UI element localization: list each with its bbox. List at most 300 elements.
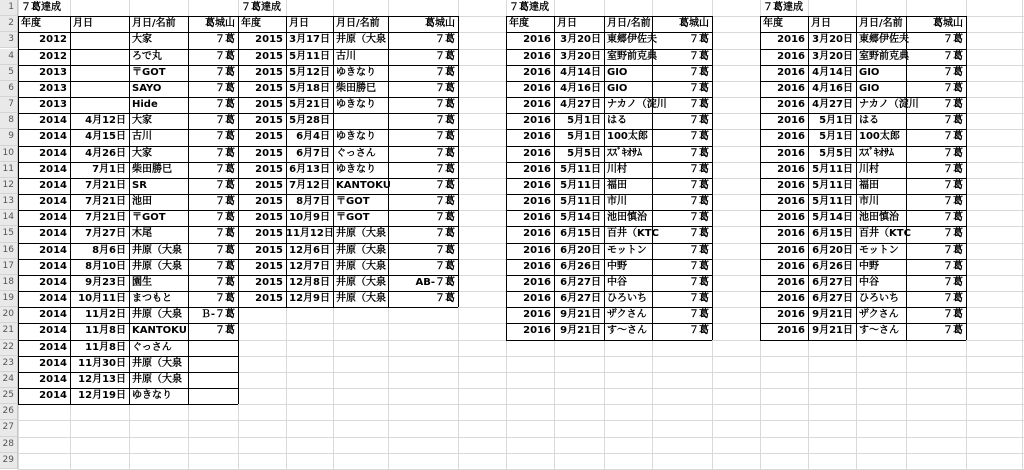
year-cell[interactable]: 2014 xyxy=(39,163,67,175)
year-cell[interactable]: 2014 xyxy=(39,115,67,127)
year-cell[interactable]: 2016 xyxy=(523,293,551,305)
date-cell[interactable]: 7月27日 xyxy=(85,228,126,240)
year-cell[interactable]: 2016 xyxy=(777,50,805,62)
result-cell[interactable]: ７葛 xyxy=(435,228,455,240)
result-cell[interactable]: ７葛 xyxy=(943,163,963,175)
column-header[interactable]: 月日 xyxy=(289,18,309,30)
row-header[interactable]: 29 xyxy=(0,453,18,469)
result-cell[interactable]: ７葛 xyxy=(943,325,963,337)
result-cell[interactable]: ７葛 xyxy=(435,131,455,143)
result-cell[interactable]: ７葛 xyxy=(689,309,709,321)
result-cell[interactable]: ７葛 xyxy=(215,163,235,175)
date-cell[interactable]: 12月9日 xyxy=(289,293,330,305)
row-header[interactable]: 13 xyxy=(0,194,18,210)
column-header[interactable]: 月日/名前 xyxy=(859,18,903,30)
year-cell[interactable]: 2016 xyxy=(777,276,805,288)
year-cell[interactable]: 2016 xyxy=(523,276,551,288)
result-cell[interactable]: ７葛 xyxy=(215,115,235,127)
date-cell[interactable]: 4月16日 xyxy=(560,82,601,94)
name-cell[interactable]: はる xyxy=(607,115,627,127)
date-cell[interactable]: 12月7日 xyxy=(289,260,330,272)
result-cell[interactable]: ７葛 xyxy=(943,228,963,240)
name-cell[interactable]: 川村 xyxy=(859,163,879,175)
year-cell[interactable]: 2015 xyxy=(255,293,283,305)
result-cell[interactable]: AB-７葛 xyxy=(415,276,455,288)
date-cell[interactable]: 12月13日 xyxy=(78,373,126,385)
name-cell[interactable]: す～さん xyxy=(859,325,899,337)
result-cell[interactable]: ７葛 xyxy=(943,34,963,46)
date-cell[interactable]: 12月8日 xyxy=(289,276,330,288)
date-cell[interactable] xyxy=(70,97,129,113)
result-cell[interactable]: ７葛 xyxy=(215,66,235,78)
name-cell[interactable]: Hide xyxy=(132,99,158,111)
block-title[interactable]: ７葛達成 xyxy=(509,2,549,13)
result-cell[interactable]: ７葛 xyxy=(689,260,709,272)
result-cell[interactable]: ７葛 xyxy=(943,99,963,111)
row-header[interactable]: 19 xyxy=(0,291,18,307)
date-cell[interactable]: 6月13日 xyxy=(289,163,330,175)
year-cell[interactable]: 2015 xyxy=(255,115,283,127)
date-cell[interactable]: 5月28日 xyxy=(289,115,330,127)
year-cell[interactable]: 2016 xyxy=(523,179,551,191)
name-cell[interactable]: 園生 xyxy=(132,276,152,288)
date-cell[interactable]: 6月27日 xyxy=(812,276,853,288)
year-cell[interactable]: 2015 xyxy=(255,196,283,208)
result-cell[interactable]: ７葛 xyxy=(435,244,455,256)
result-cell[interactable]: ７葛 xyxy=(215,293,235,305)
name-cell[interactable]: ゆきなり xyxy=(336,66,376,78)
date-cell[interactable]: 9月21日 xyxy=(560,309,601,321)
date-cell[interactable]: 5月5日 xyxy=(567,147,601,159)
result-cell[interactable]: ７葛 xyxy=(215,212,235,224)
result-cell[interactable]: ７葛 xyxy=(435,212,455,224)
year-cell[interactable]: 2016 xyxy=(777,179,805,191)
result-cell[interactable]: ７葛 xyxy=(689,66,709,78)
result-cell[interactable]: ７葛 xyxy=(435,196,455,208)
name-cell[interactable]: 井原（大泉 xyxy=(336,228,386,240)
date-cell[interactable] xyxy=(70,32,129,48)
year-cell[interactable]: 2016 xyxy=(523,163,551,175)
name-cell[interactable]: 柴田勝巳 xyxy=(132,163,172,175)
year-cell[interactable]: 2014 xyxy=(39,131,67,143)
result-cell[interactable]: ７葛 xyxy=(943,212,963,224)
result-cell[interactable]: ７葛 xyxy=(943,276,963,288)
result-cell[interactable]: ７葛 xyxy=(689,131,709,143)
year-cell[interactable]: 2014 xyxy=(39,276,67,288)
row-header[interactable]: 9 xyxy=(0,129,18,145)
block-title[interactable]: ７葛達成 xyxy=(763,2,803,13)
result-cell[interactable]: ７葛 xyxy=(943,244,963,256)
column-header[interactable]: 月日/名前 xyxy=(607,18,651,30)
name-cell[interactable]: 福田 xyxy=(859,179,879,191)
year-cell[interactable]: 2016 xyxy=(523,228,551,240)
result-cell[interactable]: ７葛 xyxy=(943,82,963,94)
result-cell[interactable]: ７葛 xyxy=(689,212,709,224)
name-cell[interactable]: GIO xyxy=(859,82,880,94)
result-cell[interactable]: ７葛 xyxy=(689,115,709,127)
row-header[interactable]: 11 xyxy=(0,162,18,178)
result-cell[interactable]: ７葛 xyxy=(435,82,455,94)
date-cell[interactable]: 9月23日 xyxy=(85,276,126,288)
column-header[interactable]: 月日 xyxy=(557,18,577,30)
name-cell[interactable] xyxy=(333,113,388,129)
date-cell[interactable]: 4月12日 xyxy=(85,115,126,127)
year-cell[interactable]: 2016 xyxy=(523,99,551,111)
year-cell[interactable]: 2016 xyxy=(777,325,805,337)
result-cell[interactable]: ７葛 xyxy=(435,147,455,159)
result-cell[interactable]: ７葛 xyxy=(689,99,709,111)
name-cell[interactable]: 100太郎 xyxy=(607,131,648,143)
name-cell[interactable]: まつもと xyxy=(132,293,172,305)
row-header[interactable]: 22 xyxy=(0,340,18,356)
year-cell[interactable]: 2015 xyxy=(255,34,283,46)
name-cell[interactable]: 東郷伊佐夫 xyxy=(859,34,909,46)
date-cell[interactable]: 6月27日 xyxy=(560,276,601,288)
date-cell[interactable]: 4月14日 xyxy=(812,66,853,78)
date-cell[interactable]: 5月5日 xyxy=(819,147,853,159)
row-header[interactable]: 10 xyxy=(0,146,18,162)
column-header[interactable]: 月日 xyxy=(73,18,93,30)
name-cell[interactable]: 古川 xyxy=(336,50,356,62)
date-cell[interactable]: 6月27日 xyxy=(560,293,601,305)
date-cell[interactable]: 5月11日 xyxy=(560,196,601,208)
row-header[interactable]: 4 xyxy=(0,49,18,65)
result-cell[interactable]: ７葛 xyxy=(689,34,709,46)
block-title[interactable]: ７葛達成 xyxy=(241,2,281,13)
result-cell[interactable]: ７葛 xyxy=(215,147,235,159)
date-cell[interactable]: 5月11日 xyxy=(812,163,853,175)
result-cell[interactable]: ７葛 xyxy=(689,163,709,175)
result-cell[interactable]: ７葛 xyxy=(943,66,963,78)
name-cell[interactable]: KANTOKU xyxy=(336,179,391,191)
year-cell[interactable]: 2016 xyxy=(523,309,551,321)
result-cell[interactable]: ７葛 xyxy=(689,179,709,191)
year-cell[interactable]: 2014 xyxy=(39,147,67,159)
name-cell[interactable]: 井原（大泉 xyxy=(132,357,182,369)
name-cell[interactable]: 〒GOT xyxy=(132,66,166,78)
year-cell[interactable]: 2014 xyxy=(39,260,67,272)
year-cell[interactable]: 2016 xyxy=(523,244,551,256)
column-header[interactable]: 葛城山 xyxy=(205,18,235,30)
year-cell[interactable]: 2015 xyxy=(255,276,283,288)
name-cell[interactable]: 百井（KTC xyxy=(859,228,911,240)
year-cell[interactable]: 2014 xyxy=(39,373,67,385)
year-cell[interactable]: 2016 xyxy=(777,293,805,305)
column-header[interactable]: 年度 xyxy=(21,18,41,30)
result-cell[interactable]: ７葛 xyxy=(689,293,709,305)
year-cell[interactable]: 2016 xyxy=(777,260,805,272)
date-cell[interactable]: 5月1日 xyxy=(567,131,601,143)
name-cell[interactable]: GIO xyxy=(859,66,880,78)
year-cell[interactable]: 2016 xyxy=(777,228,805,240)
name-cell[interactable]: ゆきなり xyxy=(336,99,376,111)
result-cell[interactable]: ７葛 xyxy=(689,196,709,208)
column-header[interactable]: 葛城山 xyxy=(425,18,455,30)
date-cell[interactable]: 11月2日 xyxy=(85,309,126,321)
result-cell[interactable] xyxy=(188,388,238,404)
year-cell[interactable]: 2015 xyxy=(255,244,283,256)
result-cell[interactable]: ７葛 xyxy=(689,147,709,159)
date-cell[interactable]: 5月11日 xyxy=(560,163,601,175)
date-cell[interactable]: 6月27日 xyxy=(812,293,853,305)
year-cell[interactable]: 2016 xyxy=(523,196,551,208)
result-cell[interactable]: ７葛 xyxy=(435,293,455,305)
name-cell[interactable]: 市川 xyxy=(607,196,627,208)
name-cell[interactable]: ザクさん xyxy=(607,309,647,321)
result-cell[interactable]: ７葛 xyxy=(215,276,235,288)
result-cell[interactable]: ７葛 xyxy=(435,99,455,111)
year-cell[interactable]: 2014 xyxy=(39,357,67,369)
row-header[interactable]: 26 xyxy=(0,404,18,420)
name-cell[interactable]: 井原（大泉 xyxy=(132,244,182,256)
row-header[interactable]: 27 xyxy=(0,420,18,436)
result-cell[interactable]: ７葛 xyxy=(435,66,455,78)
name-cell[interactable]: 100太郎 xyxy=(859,131,900,143)
column-header[interactable]: 葛城山 xyxy=(933,18,963,30)
date-cell[interactable]: 6月20日 xyxy=(812,244,853,256)
year-cell[interactable]: 2016 xyxy=(777,115,805,127)
date-cell[interactable]: 8月6日 xyxy=(92,244,126,256)
date-cell[interactable]: 3月20日 xyxy=(812,50,853,62)
name-cell[interactable]: 〒GOT xyxy=(336,212,370,224)
result-cell[interactable]: ７葛 xyxy=(689,244,709,256)
name-cell[interactable]: 〒GOT xyxy=(132,212,166,224)
result-cell[interactable]: ７葛 xyxy=(689,325,709,337)
name-cell[interactable]: 井原（大泉 xyxy=(336,276,386,288)
year-cell[interactable]: 2015 xyxy=(255,147,283,159)
year-cell[interactable]: 2016 xyxy=(777,99,805,111)
year-cell[interactable]: 2015 xyxy=(255,99,283,111)
year-cell[interactable]: 2014 xyxy=(39,228,67,240)
name-cell[interactable]: 〒GOT xyxy=(336,196,370,208)
year-cell[interactable]: 2016 xyxy=(777,163,805,175)
name-cell[interactable]: ひろいち xyxy=(607,293,647,305)
year-cell[interactable]: 2016 xyxy=(523,325,551,337)
result-cell[interactable]: ７葛 xyxy=(215,260,235,272)
date-cell[interactable] xyxy=(70,81,129,97)
year-cell[interactable]: 2014 xyxy=(39,179,67,191)
date-cell[interactable]: 11月8日 xyxy=(85,341,126,353)
result-cell[interactable]: ７葛 xyxy=(215,244,235,256)
year-cell[interactable]: 2016 xyxy=(523,212,551,224)
date-cell[interactable]: 5月11日 xyxy=(560,179,601,191)
name-cell[interactable]: 井原（大泉 xyxy=(336,293,386,305)
name-cell[interactable]: 井原（大泉 xyxy=(336,244,386,256)
name-cell[interactable]: 井原（大泉 xyxy=(336,34,386,46)
year-cell[interactable]: 2016 xyxy=(523,34,551,46)
name-cell[interactable]: ゆきなり xyxy=(336,163,376,175)
name-cell[interactable]: ザクさん xyxy=(859,309,899,321)
name-cell[interactable]: 川村 xyxy=(607,163,627,175)
result-cell[interactable]: ７葛 xyxy=(943,179,963,191)
row-header[interactable]: 20 xyxy=(0,307,18,323)
result-cell[interactable]: ７葛 xyxy=(215,228,235,240)
column-header[interactable]: 月日/名前 xyxy=(336,18,380,30)
name-cell[interactable]: GIO xyxy=(607,66,628,78)
name-cell[interactable]: モットン xyxy=(607,244,647,256)
date-cell[interactable]: 9月21日 xyxy=(812,325,853,337)
row-header[interactable]: 16 xyxy=(0,243,18,259)
year-cell[interactable]: 2016 xyxy=(523,115,551,127)
year-cell[interactable]: 2016 xyxy=(777,131,805,143)
date-cell[interactable]: 11月12日 xyxy=(286,228,334,240)
column-header[interactable]: 月日 xyxy=(811,18,831,30)
year-cell[interactable]: 2016 xyxy=(523,147,551,159)
name-cell[interactable]: KANTOKU xyxy=(132,325,187,337)
result-cell[interactable]: ７葛 xyxy=(943,50,963,62)
result-cell[interactable]: ７葛 xyxy=(215,99,235,111)
year-cell[interactable]: 2015 xyxy=(255,212,283,224)
date-cell[interactable]: 7月21日 xyxy=(85,179,126,191)
result-cell[interactable]: ７葛 xyxy=(435,179,455,191)
name-cell[interactable]: ゆきなり xyxy=(336,131,376,143)
year-cell[interactable]: 2015 xyxy=(255,50,283,62)
result-cell[interactable]: ７葛 xyxy=(943,115,963,127)
row-header[interactable]: 28 xyxy=(0,437,18,453)
result-cell[interactable]: ７葛 xyxy=(943,131,963,143)
name-cell[interactable]: 室野前克典 xyxy=(607,50,657,62)
row-header[interactable]: 21 xyxy=(0,323,18,339)
date-cell[interactable]: 5月1日 xyxy=(819,131,853,143)
year-cell[interactable]: 2016 xyxy=(777,244,805,256)
date-cell[interactable]: 12月6日 xyxy=(289,244,330,256)
date-cell[interactable]: 11月30日 xyxy=(78,357,126,369)
name-cell[interactable]: はる xyxy=(859,115,879,127)
year-cell[interactable]: 2016 xyxy=(523,131,551,143)
name-cell[interactable]: ぐっさん xyxy=(336,147,376,159)
row-header[interactable]: 1 xyxy=(0,0,18,16)
result-cell[interactable]: ７葛 xyxy=(435,50,455,62)
date-cell[interactable]: 10月9日 xyxy=(289,212,330,224)
result-cell[interactable]: ７葛 xyxy=(435,34,455,46)
result-cell[interactable]: ７葛 xyxy=(215,82,235,94)
date-cell[interactable]: 4月15日 xyxy=(85,131,126,143)
block-title[interactable]: ７葛達成 xyxy=(21,2,61,13)
name-cell[interactable]: GIO xyxy=(607,82,628,94)
name-cell[interactable]: 池田慎治 xyxy=(859,212,899,224)
date-cell[interactable] xyxy=(70,49,129,65)
row-header[interactable]: 12 xyxy=(0,178,18,194)
row-header[interactable]: 24 xyxy=(0,372,18,388)
result-cell[interactable]: ７葛 xyxy=(435,260,455,272)
year-cell[interactable]: 2015 xyxy=(255,82,283,94)
name-cell[interactable]: ゆきなり xyxy=(132,390,172,402)
name-cell[interactable]: 大家 xyxy=(132,34,152,46)
year-cell[interactable]: 2013 xyxy=(39,99,67,111)
year-cell[interactable]: 2012 xyxy=(39,34,67,46)
date-cell[interactable]: 3月20日 xyxy=(560,34,601,46)
result-cell[interactable]: Ｂ-７葛 xyxy=(200,309,235,321)
date-cell[interactable]: 8月10日 xyxy=(85,260,126,272)
row-header[interactable]: 15 xyxy=(0,226,18,242)
result-cell[interactable] xyxy=(188,340,238,356)
result-cell[interactable]: ７葛 xyxy=(215,179,235,191)
date-cell[interactable]: 4月27日 xyxy=(560,99,601,111)
name-cell[interactable]: ｽｽﾞｷｵｻﾑ xyxy=(859,147,894,159)
year-cell[interactable]: 2013 xyxy=(39,82,67,94)
name-cell[interactable]: 大家 xyxy=(132,147,152,159)
name-cell[interactable]: 東郷伊佐夫 xyxy=(607,34,657,46)
result-cell[interactable]: ７葛 xyxy=(215,50,235,62)
year-cell[interactable]: 2016 xyxy=(523,66,551,78)
name-cell[interactable]: 中谷 xyxy=(607,276,627,288)
result-cell[interactable]: ７葛 xyxy=(215,34,235,46)
date-cell[interactable]: 12月19日 xyxy=(78,390,126,402)
date-cell[interactable]: 6月26日 xyxy=(812,260,853,272)
column-header[interactable]: 月日/名前 xyxy=(132,18,176,30)
row-header[interactable]: 2 xyxy=(0,16,18,32)
date-cell[interactable]: 10月11日 xyxy=(78,293,126,305)
year-cell[interactable]: 2014 xyxy=(39,196,67,208)
date-cell[interactable]: 6月7日 xyxy=(296,147,330,159)
name-cell[interactable]: 柴田勝巳 xyxy=(336,82,376,94)
year-cell[interactable]: 2015 xyxy=(255,179,283,191)
date-cell[interactable]: 8月7日 xyxy=(296,196,330,208)
name-cell[interactable]: ろで丸 xyxy=(132,50,162,62)
name-cell[interactable]: SR xyxy=(132,179,147,191)
year-cell[interactable]: 2015 xyxy=(255,66,283,78)
name-cell[interactable]: 百井（KTC xyxy=(607,228,659,240)
name-cell[interactable]: 池田 xyxy=(132,196,152,208)
year-cell[interactable]: 2016 xyxy=(777,82,805,94)
result-cell[interactable]: ７葛 xyxy=(689,228,709,240)
year-cell[interactable]: 2015 xyxy=(255,163,283,175)
name-cell[interactable]: SAYO xyxy=(132,82,162,94)
name-cell[interactable]: 大家 xyxy=(132,115,152,127)
name-cell[interactable]: モットン xyxy=(859,244,899,256)
row-header[interactable]: 25 xyxy=(0,388,18,404)
row-header[interactable]: 3 xyxy=(0,32,18,48)
year-cell[interactable]: 2014 xyxy=(39,341,67,353)
name-cell[interactable]: 井原（大泉 xyxy=(336,260,386,272)
date-cell[interactable]: 6月15日 xyxy=(812,228,853,240)
result-cell[interactable]: ７葛 xyxy=(215,131,235,143)
date-cell[interactable]: 6月20日 xyxy=(560,244,601,256)
name-cell[interactable]: 井原（大泉 xyxy=(132,309,182,321)
result-cell[interactable]: ７葛 xyxy=(943,147,963,159)
result-cell[interactable]: ７葛 xyxy=(689,50,709,62)
name-cell[interactable]: 中野 xyxy=(859,260,879,272)
year-cell[interactable]: 2016 xyxy=(777,196,805,208)
name-cell[interactable]: ナカノ（淀川 xyxy=(607,99,667,111)
year-cell[interactable]: 2014 xyxy=(39,293,67,305)
year-cell[interactable]: 2014 xyxy=(39,244,67,256)
date-cell[interactable]: 4月14日 xyxy=(560,66,601,78)
result-cell[interactable]: ７葛 xyxy=(943,260,963,272)
result-cell[interactable]: ７葛 xyxy=(435,115,455,127)
row-header[interactable]: 6 xyxy=(0,81,18,97)
date-cell[interactable]: 11月8日 xyxy=(85,325,126,337)
year-cell[interactable]: 2013 xyxy=(39,66,67,78)
column-header[interactable]: 年度 xyxy=(241,18,261,30)
year-cell[interactable]: 2015 xyxy=(255,228,283,240)
result-cell[interactable]: ７葛 xyxy=(215,325,235,337)
row-header[interactable]: 5 xyxy=(0,65,18,81)
year-cell[interactable]: 2015 xyxy=(255,260,283,272)
year-cell[interactable]: 2016 xyxy=(777,309,805,321)
result-cell[interactable] xyxy=(188,372,238,388)
year-cell[interactable]: 2016 xyxy=(777,147,805,159)
name-cell[interactable]: 福田 xyxy=(607,179,627,191)
date-cell[interactable]: 5月1日 xyxy=(819,115,853,127)
date-cell[interactable]: 9月21日 xyxy=(812,309,853,321)
name-cell[interactable]: ひろいち xyxy=(859,293,899,305)
year-cell[interactable]: 2015 xyxy=(255,131,283,143)
name-cell[interactable]: 市川 xyxy=(859,196,879,208)
result-cell[interactable]: ７葛 xyxy=(689,82,709,94)
column-header[interactable]: 年度 xyxy=(509,18,529,30)
date-cell[interactable]: 3月20日 xyxy=(812,34,853,46)
